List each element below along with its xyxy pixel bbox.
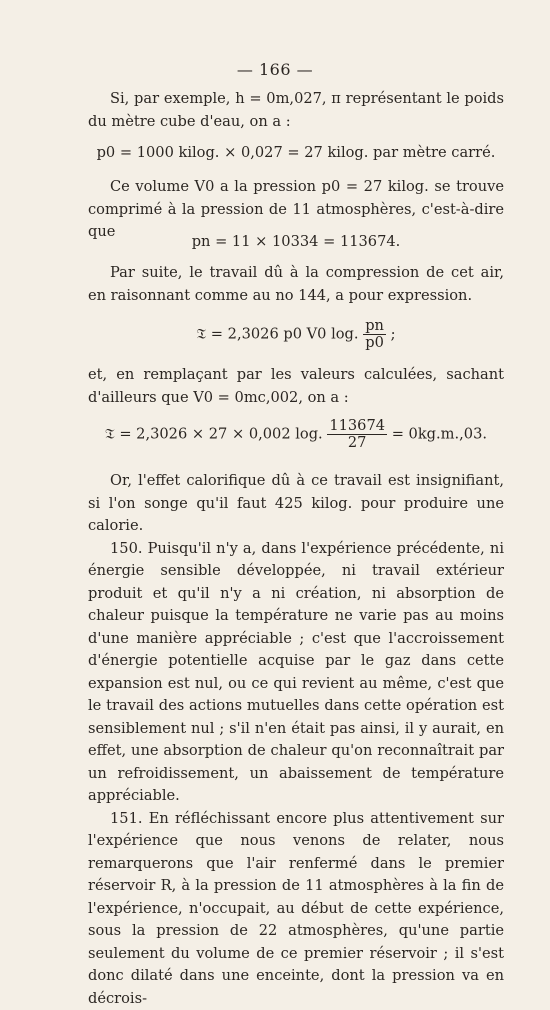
- body-text: [88, 262, 504, 307]
- paragraph-2: Ce volume V0 a la pression p0 = 27 kilog. se trouve comprimé à la pression de 11 atmosphères, c'est-à-dire que: [88, 176, 504, 244]
- page-number: — 166 —: [0, 60, 550, 79]
- equation-4-left: 𝔗 = 2,3026 × 27 × 0,002 log.: [105, 426, 323, 443]
- equation-3-right: ;: [391, 326, 396, 343]
- equation-4-right: = 0kg.m.,03.: [392, 426, 487, 443]
- paragraph-5: Or, l'effet calorifique dû à ce travail est insignifiant, si l'on songe qu'il faut 425 kilog. pour produire une calorie.: [88, 470, 504, 538]
- equation-4: [88, 418, 504, 451]
- equation-4-numerator: 113674: [327, 418, 387, 435]
- equation-4-denominator: 27: [327, 435, 387, 451]
- paragraph-6: 150. Puisqu'il n'y a, dans l'expérience précédente, ni énergie sensible développée, ni travail extérieur produit et qu'il n'y a ni création, ni absorption de chaleur puisque la température ne varie pas au moins d'une manière appréciable ; c'est que l'accroissement d'énergie potentielle acquise par le gaz dans cette expansion est nul, ou ce qui revient au même, c'est que le travail des actions mutuelles dans cette opération est sensiblement nul ; s'il n'en était pas ainsi, il y aurait, en effet, une absorption de chaleur qu'on reconnaîtrait par un refroidissement, un abaissement de température appréciable.: [88, 538, 504, 808]
- equation-3-fraction: [363, 318, 386, 351]
- equation-3-denominator: p0: [363, 335, 386, 351]
- equation-1: p0 = 1000 kilog. × 0,027 = 27 kilog. par mètre carré.: [88, 142, 504, 165]
- equation-3-numerator: pn: [363, 318, 386, 335]
- paragraph-1: Si, par exemple, h = 0m,027, π représentant le poids du mètre cube d'eau, on a :: [88, 88, 504, 133]
- body-text: [88, 88, 504, 133]
- equation-2: pn = 11 × 10334 = 113674.: [88, 231, 504, 254]
- equation-3-left: 𝔗 = 2,3026 p0 V0 log.: [196, 326, 358, 343]
- body-text: [88, 364, 504, 409]
- paragraph-3: Par suite, le travail dû à la compression de cet air, en raisonnant comme au no 144, a pour expression.: [88, 262, 504, 307]
- paragraph-7: 151. En réfléchissant encore plus attentivement sur l'expérience que nous venons de relater, nous remarquerons que l'air renfermé dans le premier réservoir R, à la pression de 11 atmosphères à la fin de l'expérience, n'occupait, au début de cette expérience, sous la pression de 22 atmosphères, qu'une partie seulement du volume de ce premier réservoir ; il s'est donc dilaté dans une enceinte, dont la pression va en décrois-: [88, 808, 504, 1010]
- body-text: [88, 470, 504, 1010]
- equation-3: [88, 318, 504, 351]
- equation-4-fraction: [327, 418, 387, 451]
- paragraph-4: et, en remplaçant par les valeurs calculées, sachant d'ailleurs que V0 = 0mc,002, on a :: [88, 364, 504, 409]
